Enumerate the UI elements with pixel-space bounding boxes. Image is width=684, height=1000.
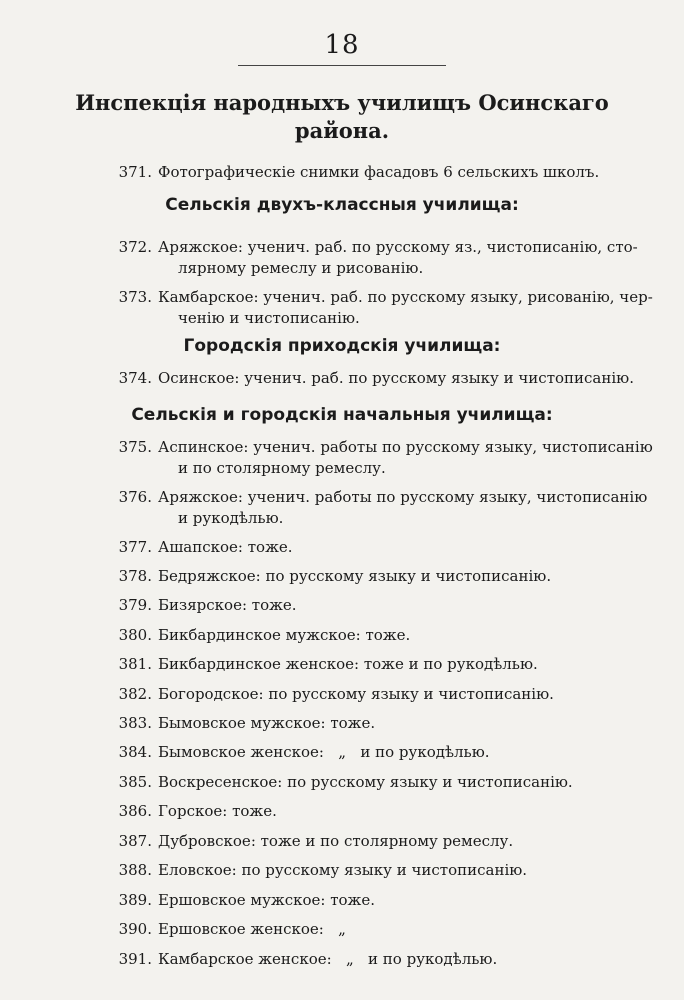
item-text: Воскресенское: по русскому языку и чистописанію. [158,773,573,791]
section-heading: Городскія приходскія училища: [183,336,501,356]
item-text: ченію и чистописанію. [178,309,360,327]
item-text: Богородское: по русскому языку и чистописанію. [158,685,554,703]
item-text: и рукодѣлью. [178,509,284,527]
page-title-line-2: района. [294,118,390,143]
item-text: Горское: тоже. [158,802,277,820]
item-text: Ашапское: тоже. [158,538,293,556]
item-number: 382. [118,685,152,703]
item-text: Осинское: ученич. раб. по русскому языку и чистописанію. [158,369,634,387]
item-number: 375. [118,438,152,456]
page-number: 18 [324,30,360,60]
item-text: Бымовское женское: „ и по рукодѣлью. [158,743,490,761]
item-text: Фотографическіе снимки фасадовъ 6 сельскихъ школъ. [158,163,600,181]
item-number: 372. [118,238,152,256]
item-text: Бымовское мужское: тоже. [158,714,376,732]
item-text: Камбарское женское: „ и по рукодѣлью. [158,950,498,968]
item-text: Дубровское: тоже и по столярному ремеслу. [158,832,514,850]
item-number: 391. [118,950,152,968]
item-text: Аспинское: ученич. работы по русскому языку, чистописанію [158,438,653,456]
item-number: 376. [118,488,152,506]
item-text: Ершовское мужское: тоже. [158,891,375,909]
item-number: 384. [118,743,152,761]
item-number: 383. [118,714,152,732]
item-number: 381. [118,655,152,673]
item-number: 385. [118,773,152,791]
item-text: Бизярское: тоже. [158,596,297,614]
item-text: Бедряжское: по русскому языку и чистописанію. [158,567,552,585]
item-number: 377. [118,538,152,556]
item-text: Аряжское: ученич. раб. по русскому яз., чистописанію, сто- [158,238,638,256]
item-number: 386. [118,802,152,820]
section-heading: Сельскія и городскія начальныя училища: [131,405,553,425]
item-number: 371. [118,163,152,181]
item-number: 387. [118,832,152,850]
item-text: Бикбардинское женское: тоже и по рукодѣлью. [158,655,538,673]
page-title-line-1: Инспекція народныхъ училищъ Осинскаго [75,90,609,115]
item-number: 388. [118,861,152,879]
page-number-rule [238,65,446,66]
item-text: Аряжское: ученич. работы по русскому языку, чистописанію [158,488,648,506]
item-text: лярному ремеслу и рисованію. [178,259,424,277]
item-text: Ершовское женское: „ [158,920,346,938]
item-number: 389. [118,891,152,909]
item-number: 380. [118,626,152,644]
item-number: 390. [118,920,152,938]
item-number: 379. [118,596,152,614]
section-heading: Сельскія двухъ-классныя училища: [165,195,519,215]
item-text: Камбарское: ученич. раб. по русскому языку, рисованію, чер- [158,288,653,306]
item-number: 373. [118,288,152,306]
item-number: 374. [118,369,152,387]
item-number: 378. [118,567,152,585]
item-text: Еловское: по русскому языку и чистописанію. [158,861,528,879]
item-text: Бикбардинское мужское: тоже. [158,626,411,644]
item-text: и по столярному ремеслу. [178,459,386,477]
